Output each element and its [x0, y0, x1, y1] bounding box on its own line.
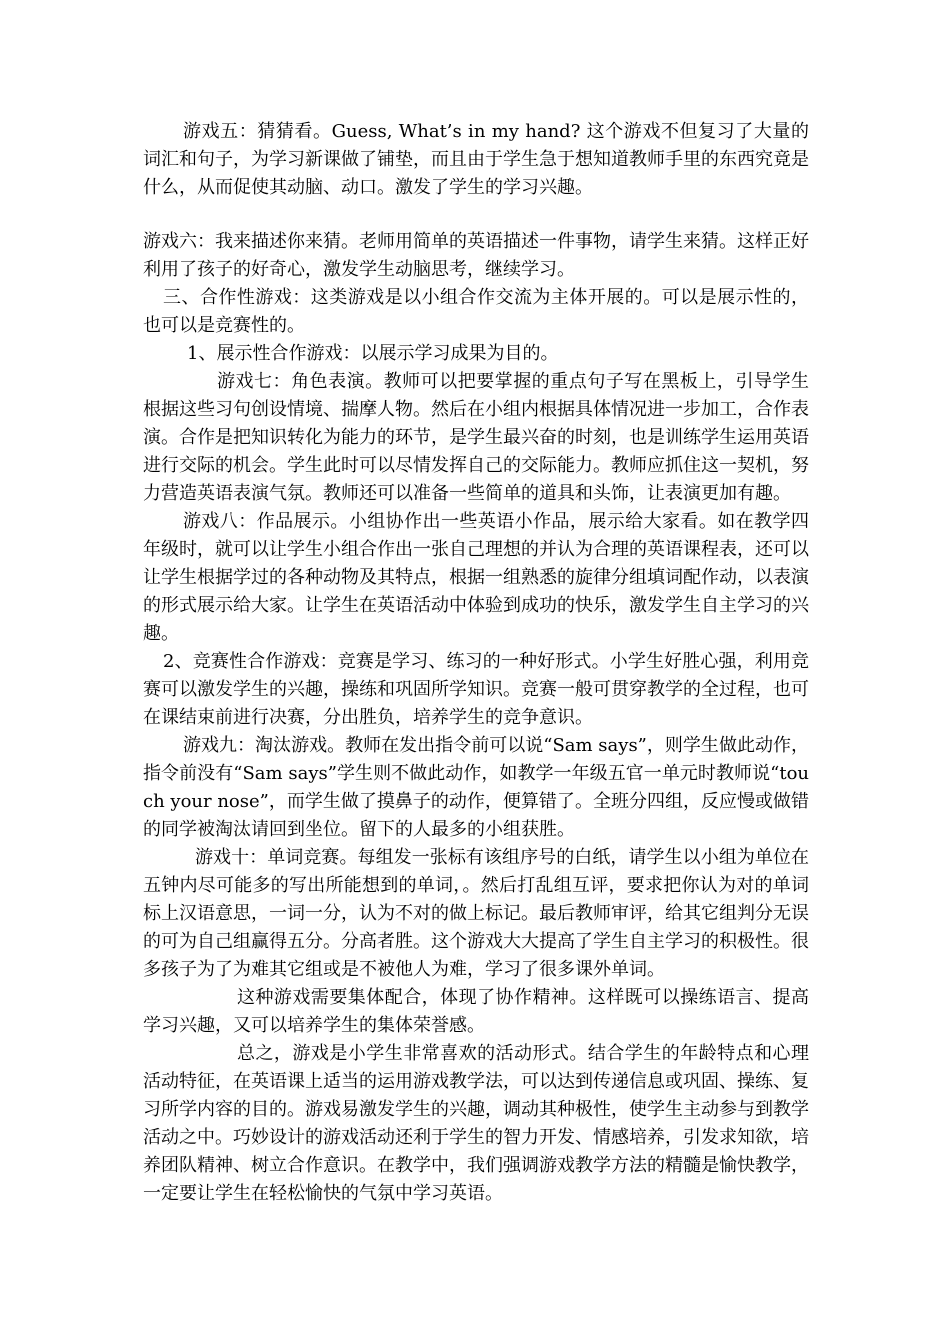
paragraph-game-six: 游戏六：我来描述你来猜。老师用简单的英语描述一件事物，请学生来猜。这样正好利用了孩子的好奇心，激发学生动脑思考，继续学习。	[143, 231, 809, 280]
paragraph-game-ten: 游戏十：单词竞赛。每组发一张标有该组序号的白纸，请学生以小组为单位在五钟内尽可能多的写出所能想到的单词，。然后打乱组互评，要求把你认为对的单词标上汉语意思，一词一分，认为不对的做上标记。最后教师审评，给其它组判分无误的可为自己组赢得五分。分高者胜。这个游戏大大提高了学生自主学习的积极性。很多孩子为了为难其它组或是不被他人为难，学习了很多课外单词。	[143, 847, 809, 980]
paragraph-game-nine: 游戏九：淘汰游戏。教师在发出指令前可以说“Sam says”，则学生做此动作，指令前没有“Sam says”学生则不做此动作，如教学一年级五官一单元时教师说“touch your nose”，而学生做了摸鼻子的动作，便算错了。全班分四组，反应慢或做错的同学被淘汰请回到坐位。留下的人最多的小组获胜。	[143, 735, 809, 840]
paragraph-game-five: 游戏五：猜猜看。Guess, What’s in my hand? 这个游戏不但复习了大量的词汇和句子，为学习新课做了铺垫，而且由于学生急于想知道教师手里的东西究竟是什么，从而促使其动脑、动口。激发了学生的学习兴趣。	[143, 121, 809, 198]
paragraph-game-eight: 游戏八：作品展示。小组协作出一些英语小作品，展示给大家看。如在教学四年级时，就可以让学生小组合作出一张自己理想的并认为合理的英语课程表，还可以让学生根据学过的各种动物及其特点，根据一组熟悉的旋律分组填词配作动，以表演的形式展示给大家。让学生在英语活动中体验到成功的快乐，激发学生自主学习的兴趣。	[143, 511, 809, 644]
paragraph-display-games-heading: 1、展示性合作游戏：以展示学习成果为目的。	[187, 343, 559, 364]
paragraph-competitive-games-heading: 2、竞赛性合作游戏：竞赛是学习、练习的一种好形式。小学生好胜心强，利用竞赛可以激发学生的兴趣，操练和巩固所学知识。竞赛一般可贯穿教学的全过程，也可在课结束前进行决赛，分出胜负，培养学生的竞争意识。	[143, 651, 809, 728]
paragraph-conclusion: 总之，游戏是小学生非常喜欢的活动形式。结合学生的年龄特点和心理活动特征，在英语课上适当的运用游戏教学法，可以达到传递信息或巩固、操练、复习所学内容的目的。游戏易激发学生的兴趣，调动其种极性，使学生主动参与到教学活动之中。巧妙设计的游戏活动还利于学生的智力开发、情感培养，引发求知欲，培养团队精神、树立合作意识。在教学中，我们强调游戏教学方法的精髓是愉快教学，一定要让学生在轻松愉快的气氛中学习英语。	[143, 1043, 809, 1204]
paragraph-teamwork-note: 这种游戏需要集体配合，体现了协作精神。这样既可以操练语言、提高学习兴趣，又可以培养学生的集体荣誉感。	[143, 987, 809, 1036]
paragraph-game-seven: 游戏七：角色表演。教师可以把要掌握的重点句子写在黑板上，引导学生根据这些习句创设情境、揣摩人物。然后在小组内根据具体情况进一步加工，合作表演。合作是把知识转化为能力的环节，是学生最兴奋的时刻，也是训练学生运用英语进行交际的机会。学生此时可以尽情发挥自己的交际能力。教师应抓住这一契机，努力营造英语表演气氛。教师还可以准备一些简单的道具和头饰，让表演更加有趣。	[143, 371, 809, 504]
document-body	[143, 118, 809, 1208]
paragraph-cooperative-games: 三、合作性游戏：这类游戏是以小组合作交流为主体开展的。可以是展示性的，也可以是竞赛性的。	[143, 287, 809, 336]
